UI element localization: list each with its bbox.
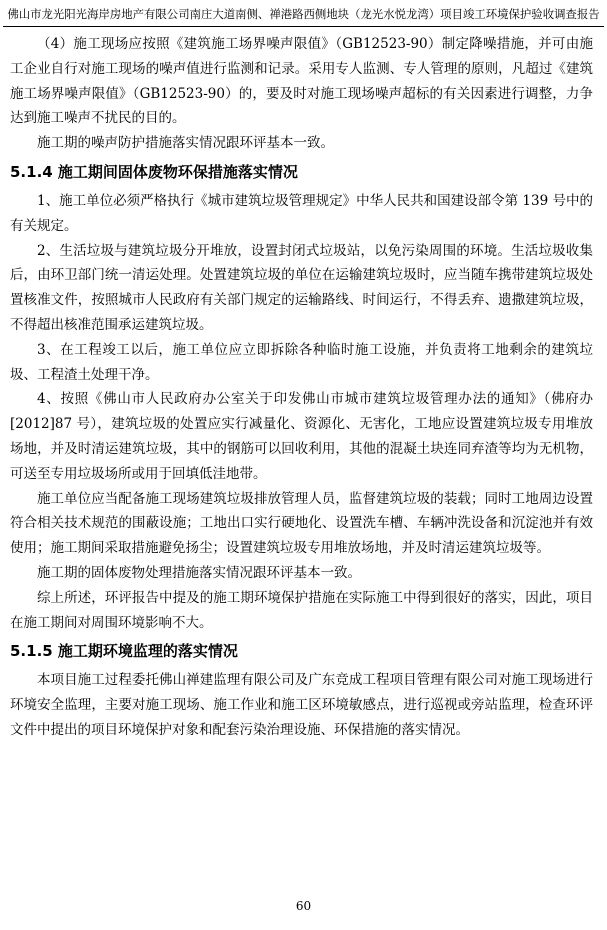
paragraph-waste-item-2: 2、生活垃圾与建筑垃圾分开堆放，设置封闭式垃圾站，以免污染周围的环境。生活垃圾收集后，由环卫部门统一清运处理。处置建筑垃圾的单位在运输建筑垃圾时，应当随车携带建筑垃圾处置核准文件，按照城市人民政府有关部门规定的运输路线、时间运行，不得丢弃、遗撒建筑垃圾，不得超出核准范围承运建筑垃圾。 bbox=[10, 242, 593, 333]
page-header: 佛山市龙光阳光海岸房地产有限公司南庄大道南侧、禅港路西侧地块（龙光水悦龙湾）项目竣工环境保护验收调查报告 bbox=[7, 7, 600, 21]
paragraph-waste-management: 施工单位应当配备施工现场建筑垃圾排放管理人员，监督建筑垃圾的装载；同时工地周边设置符合相关技术规范的围蔽设施；工地出口实行硬地化、设置洗车槽、车辆冲洗设备和沉淀池并有效使用；施工期间采取措施避免扬尘；设置建筑垃圾专用堆放场地，并及时清运建筑垃圾等。 bbox=[10, 490, 593, 557]
paragraph-waste-conclusion: 施工期的固体废物处理措施落实情况跟环评基本一致。 bbox=[37, 564, 361, 581]
paragraph-summary: 综上所述，环评报告中提及的施工期环境保护措施在实际施工中得到很好的落实，因此，项目在施工期间对周围环境影响不大。 bbox=[10, 589, 593, 631]
page-number: 60 bbox=[295, 899, 312, 913]
paragraph-waste-item-4: 4、按照《佛山市人民政府办公室关于印发佛山市城市建筑垃圾管理办法的通知》（佛府办[2012]87 号），建筑垃圾的处置应实行减量化、资源化、无害化，工地应设置建筑垃圾专用堆放场地，并及时清运建筑垃圾，其中的钢筋可以回收利用，其他的混凝土块连同弃渣等均为无机物，可送至专用垃圾场所或用于回填低洼地带。 bbox=[10, 391, 593, 482]
paragraph-noise-control: （4）施工现场应按照《建筑施工场界噪声限值》（GB12523-90）制定降噪措施，并可由施工企业自行对施工现场的噪声值进行监测和记录。采用专人监测、专人管理的原则，凡超过《建筑施工场界噪声限值》（GB12523-90）的，要及时对施工现场噪声超标的有关因素进行调整，力争达到施工噪声不扰民的目的。 bbox=[10, 36, 593, 127]
paragraph-waste-item-3: 3、在工程竣工以后，施工单位应立即拆除各种临时施工设施，并负责将工地剩余的建筑垃圾、工程渣土处理干净。 bbox=[10, 341, 593, 383]
paragraph-waste-item-1: 1、施工单位必须严格执行《城市建筑垃圾管理规定》中华人民共和国建设部令第 139 号中的有关规定。 bbox=[10, 192, 593, 234]
paragraph-noise-conclusion: 施工期的噪声防护措施落实情况跟环评基本一致。 bbox=[37, 135, 334, 152]
section-heading-5-1-5: 5.1.5 施工期环境监理的落实情况 bbox=[10, 642, 238, 661]
paragraph-supervision: 本项目施工过程委托佛山禅建监理有限公司及广东竞成工程项目管理有限公司对施工现场进行环境安全监理，主要对施工现场、施工作业和施工区环境敏感点，进行巡视或旁站监理，检查环评文件中提出的项目环境保护对象和配套污染治理设施、环保措施的落实情况。 bbox=[10, 672, 593, 738]
page-body bbox=[10, 32, 593, 743]
header-divider bbox=[3, 26, 604, 27]
section-heading-5-1-4: 5.1.4 施工期间固体废物环保措施落实情况 bbox=[10, 162, 298, 181]
